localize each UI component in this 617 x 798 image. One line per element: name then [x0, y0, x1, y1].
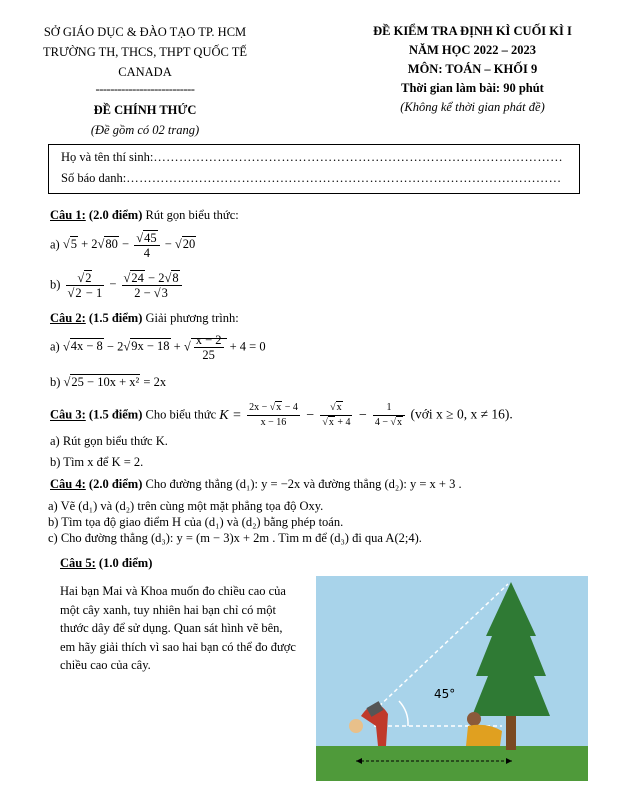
q1b	[50, 271, 184, 300]
time-note: (Không kể thời gian phát đề)	[400, 100, 545, 114]
pages-note: (Đề gồm có 02 trang)	[90, 123, 200, 137]
candidate-id-dots[interactable]: …………………………………………………………………………………………	[126, 171, 562, 185]
q3-expr: K = $\frac{2x - √x - 4}{x - 16}$ − $\frac{√x}{√x + 4}$ − $\frac{1}{4 - √x}$	[219, 408, 410, 423]
tree-measurement-illustration	[316, 576, 588, 781]
khoa-head	[467, 712, 481, 726]
q1a	[50, 231, 196, 260]
q3-prompt: Cho biểu thức	[145, 407, 217, 422]
department: SỞ GIÁO DỤC & ĐÀO TẠO TP. HCM	[43, 25, 247, 39]
q2-heading	[50, 311, 239, 326]
candidate-id-row[interactable]	[61, 171, 561, 186]
q1-points: (2.0 điểm)	[88, 208, 143, 222]
q2-points: (1.5 điểm)	[88, 311, 143, 325]
grass	[316, 746, 588, 781]
q1b-label: b)	[50, 277, 61, 292]
exam-time: Thời gian làm bài: 90 phút	[401, 81, 544, 95]
candidate-box	[48, 144, 580, 194]
q1a-expr: √5 + 2√80 − $\frac{√45}{4}$ − √20	[62, 231, 196, 260]
q2-prompt: Giải phương trình:	[145, 311, 239, 325]
q3-heading	[50, 401, 513, 430]
candidate-id-label: Số báo danh:	[61, 171, 127, 185]
q2a-expr: √4x − 8 − 2√9x − 18 + √ $\frac{x - 2}{25}$ + 4 = 0	[62, 333, 266, 362]
q4a: a) Vẽ (d₁) và (d₂) trên cùng một mặt phẳng tọa độ Oxy.	[48, 499, 324, 513]
q5-points: (1.0 điểm)	[98, 556, 153, 570]
q2b-expr: √25 − 10x + x² = 2x	[63, 375, 167, 389]
angle-label: 45°	[434, 687, 456, 701]
q4-points: (2.0 điểm)	[88, 477, 143, 491]
candidate-name-label: Họ và tên thí sinh:	[61, 150, 154, 164]
school-year: NĂM HỌC 2022 – 2023	[408, 43, 537, 57]
header-left	[20, 22, 270, 140]
subject: MÔN: TOÁN – KHỐI 9	[407, 62, 538, 76]
q1-title: Câu 1:	[50, 208, 86, 222]
candidate-name-row[interactable]	[61, 150, 563, 165]
exam-title: ĐỀ KIỂM TRA ĐỊNH KÌ CUỐI KÌ I	[373, 24, 572, 38]
q4b: b) Tìm tọa độ giao điểm H của (d₁) và (d₂) bằng phép toán.	[48, 515, 344, 529]
q5-title: Câu 5:	[60, 556, 96, 570]
q1b-expr: $\frac{√2}{√2 - 1}$ − $\frac{√24 - 2√8}{2 - √3}$	[64, 277, 184, 291]
q1-heading	[50, 208, 239, 223]
q2a	[50, 333, 266, 362]
q5-text: Hai bạn Mai và Khoa muốn đo chiều cao của một cây xanh, tuy nhiên hai bạn chỉ có một thước dây để sử dụng. Quan sát hình vẽ bên, em hãy giải thích vì sao hai bạn có thể đo được chiều cao của cây.	[60, 584, 296, 672]
q2a-label: a)	[50, 339, 60, 354]
header-right	[340, 22, 605, 117]
q3-points: (1.5 điểm)	[88, 407, 143, 422]
q5-heading	[60, 556, 152, 571]
q4c: c) Cho đường thẳng (d₃): y = (m − 3)x + 2m . Tìm m để (d₃) đi qua A(2;4).	[48, 531, 422, 545]
q4-title: Câu 4:	[50, 477, 86, 491]
q2b-label: b)	[50, 375, 61, 389]
q3-condition: (với x ≥ 0, x ≠ 16).	[410, 406, 513, 422]
q3-title: Câu 3:	[50, 407, 86, 422]
mai-head	[349, 719, 363, 733]
q3b: b) Tìm x để K = 2.	[50, 455, 144, 469]
official-label: ĐỀ CHÍNH THỨC	[93, 103, 197, 117]
q2b	[50, 375, 166, 390]
q1-prompt: Rút gọn biểu thức:	[145, 208, 239, 222]
q4-heading	[50, 477, 462, 492]
q1a-label: a)	[50, 237, 60, 252]
q4-prompt: Cho đường thẳng (d₁): y = −2x và đường thẳng (d₂): y = x + 3 .	[145, 477, 462, 491]
q2-title: Câu 2:	[50, 311, 86, 325]
school-name: TRƯỜNG TH, THCS, THPT QUỐC TẾ CANADA	[42, 45, 248, 79]
candidate-name-dots[interactable]: ……………………………………………………………………………………	[153, 150, 563, 164]
separator: ---------------------------	[95, 82, 195, 96]
q3a: a) Rút gọn biểu thức K.	[50, 434, 168, 448]
